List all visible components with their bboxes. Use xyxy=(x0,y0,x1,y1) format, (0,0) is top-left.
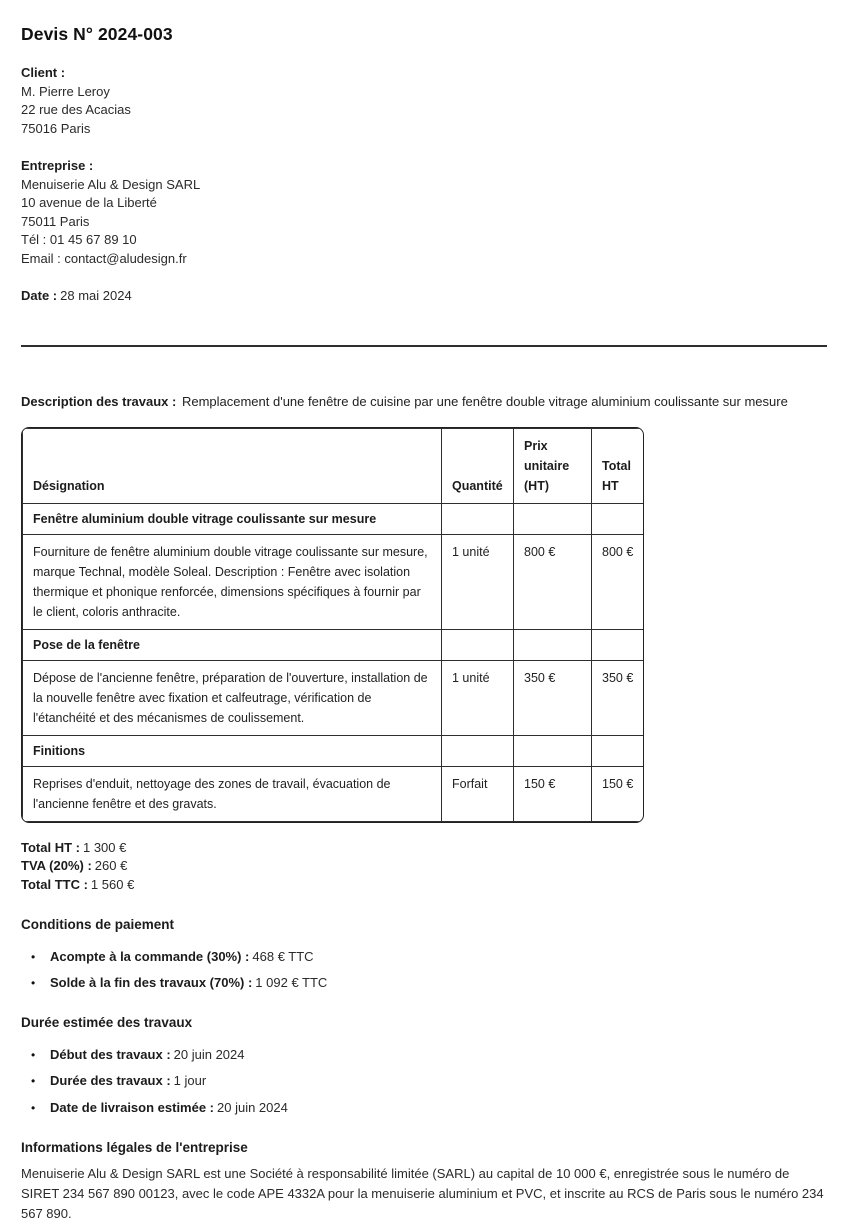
payment-item-label: Acompte à la commande (30%) : xyxy=(50,948,250,964)
client-block xyxy=(21,64,827,138)
cell-unit-price: 350 € xyxy=(514,660,592,735)
totals-label: Total HT : xyxy=(21,839,80,855)
cell-total xyxy=(592,503,645,534)
duration-item-label: Début des travaux : xyxy=(50,1046,171,1062)
cell-designation: Fenêtre aluminium double vitrage coulissante sur mesure xyxy=(23,503,442,534)
works-description-label: Description des travaux : xyxy=(21,393,177,409)
table-row xyxy=(23,503,645,534)
table-row xyxy=(23,735,645,766)
payment-item xyxy=(21,948,827,967)
page-title: Devis N° 2024-003 xyxy=(21,24,173,44)
company-label: Entreprise : xyxy=(21,157,94,173)
duration-item-value: 20 juin 2024 xyxy=(217,1099,288,1115)
legal-heading: Informations légales de l'entreprise xyxy=(21,1140,248,1155)
cell-total xyxy=(592,735,645,766)
cell-unit-price: 150 € xyxy=(514,766,592,821)
cell-quantity xyxy=(442,503,514,534)
header-total: Total HT xyxy=(592,428,645,503)
duration-item xyxy=(21,1046,827,1065)
table-row xyxy=(23,629,645,660)
company-info-line: 10 avenue de la Liberté xyxy=(21,195,157,211)
client-lines xyxy=(21,83,827,139)
payment-item-value: 1 092 € TTC xyxy=(255,975,328,990)
cell-designation: Reprises d'enduit, nettoyage des zones de travail, évacuation de l'ancienne fenêtre et des gravats. xyxy=(23,766,442,821)
cell-unit-price xyxy=(514,503,592,534)
header-quantity: Quantité xyxy=(442,428,514,503)
payment-item-value: 468 € TTC xyxy=(252,948,314,964)
cell-total xyxy=(592,629,645,660)
bullet-icon: • xyxy=(31,949,36,964)
cell-quantity: Forfait xyxy=(442,766,514,821)
cell-designation: Finitions xyxy=(23,735,442,766)
items-table-body xyxy=(23,503,645,821)
date-value: 28 mai 2024 xyxy=(60,288,132,304)
items-table-header xyxy=(23,428,645,503)
table-row xyxy=(23,660,645,735)
company-lines xyxy=(21,176,827,269)
company-info-line: Tél : 01 45 67 89 10 xyxy=(21,232,137,248)
duration-item-label: Durée des travaux : xyxy=(50,1073,171,1088)
totals-label: Total TTC : xyxy=(21,876,88,892)
date-line xyxy=(21,287,827,306)
totals-value: 1 560 € xyxy=(90,876,135,892)
cell-quantity xyxy=(442,629,514,660)
bullet-icon: • xyxy=(31,976,36,990)
duration-list xyxy=(21,1046,827,1118)
table-row xyxy=(23,766,645,821)
totals-line xyxy=(21,839,827,858)
cell-designation: Dépose de l'ancienne fenêtre, préparation de l'ouverture, installation de la nouvelle fenêtre avec fixation et calfeutrage, vérification de l'étanchéité et des mécanismes de coulissement. xyxy=(23,660,442,735)
cell-total: 800 € xyxy=(592,534,645,629)
cell-total: 150 € xyxy=(592,766,645,821)
totals-label: TVA (20%) : xyxy=(21,858,92,874)
cell-quantity: 1 unité xyxy=(442,534,514,629)
items-table-container xyxy=(21,427,644,823)
legal-text: Menuiserie Alu & Design SARL est une Société à responsabilité limitée (SARL) au capital de 10 000 €, enregistrée sous le numéro de SIRET 234 567 890 00123, avec le code APE 4332A pour la menuiserie aluminium et PVC, et inscrite au RCS de Paris sous le numéro 234 567 890. xyxy=(21,1166,824,1221)
header-designation: Désignation xyxy=(23,428,442,503)
works-description-text: Remplacement d'une fenêtre de cuisine par une fenêtre double vitrage aluminium coulissante sur mesure xyxy=(181,393,788,409)
bullet-icon: • xyxy=(31,1100,36,1115)
totals-value: 1 300 € xyxy=(82,839,127,855)
totals-block xyxy=(21,839,827,895)
client-address-line: M. Pierre Leroy xyxy=(21,83,110,99)
bullet-icon: • xyxy=(31,1074,36,1088)
payment-list xyxy=(21,948,827,993)
duration-heading: Durée estimée des travaux xyxy=(21,1014,193,1030)
client-address-line: 75016 Paris xyxy=(21,120,91,136)
company-info-line: 75011 Paris xyxy=(21,213,90,229)
company-info-line: Menuiserie Alu & Design SARL xyxy=(21,176,201,192)
client-label: Client : xyxy=(21,65,66,80)
totals-line xyxy=(21,876,827,895)
cell-total: 350 € xyxy=(592,660,645,735)
header-unit-price: Prix unitaire (HT) xyxy=(514,428,592,503)
table-row xyxy=(23,534,645,629)
cell-unit-price xyxy=(514,629,592,660)
totals-line xyxy=(21,857,827,876)
payment-item xyxy=(21,974,827,993)
duration-item xyxy=(21,1072,827,1091)
cell-unit-price: 800 € xyxy=(514,534,592,629)
duration-item-label: Date de livraison estimée : xyxy=(50,1099,215,1115)
cell-quantity xyxy=(442,735,514,766)
duration-item-value: 20 juin 2024 xyxy=(173,1046,245,1062)
works-description xyxy=(21,389,827,414)
company-info-line: Email : contact@aludesign.fr xyxy=(21,250,187,266)
date-label: Date : xyxy=(21,288,58,304)
items-table xyxy=(22,428,644,822)
company-block xyxy=(21,157,827,269)
cell-designation: Fourniture de fenêtre aluminium double vitrage coulissante sur mesure, marque Technal, modèle Soleal. Description : Fenêtre avec isolation thermique et phonique renforcée, dimensions spécifiques à fournir par le client, coloris anthracite. xyxy=(23,534,442,629)
client-address-line: 22 rue des Acacias xyxy=(21,102,131,118)
totals-value: 260 € xyxy=(94,858,128,874)
divider xyxy=(21,345,827,347)
duration-item xyxy=(21,1099,827,1118)
cell-unit-price xyxy=(514,735,592,766)
payment-item-label: Solde à la fin des travaux (70%) : xyxy=(50,975,253,990)
duration-item-value: 1 jour xyxy=(173,1073,207,1088)
payment-heading: Conditions de paiement xyxy=(21,916,175,932)
bullet-icon: • xyxy=(31,1047,36,1062)
cell-designation: Pose de la fenêtre xyxy=(23,629,442,660)
cell-quantity: 1 unité xyxy=(442,660,514,735)
